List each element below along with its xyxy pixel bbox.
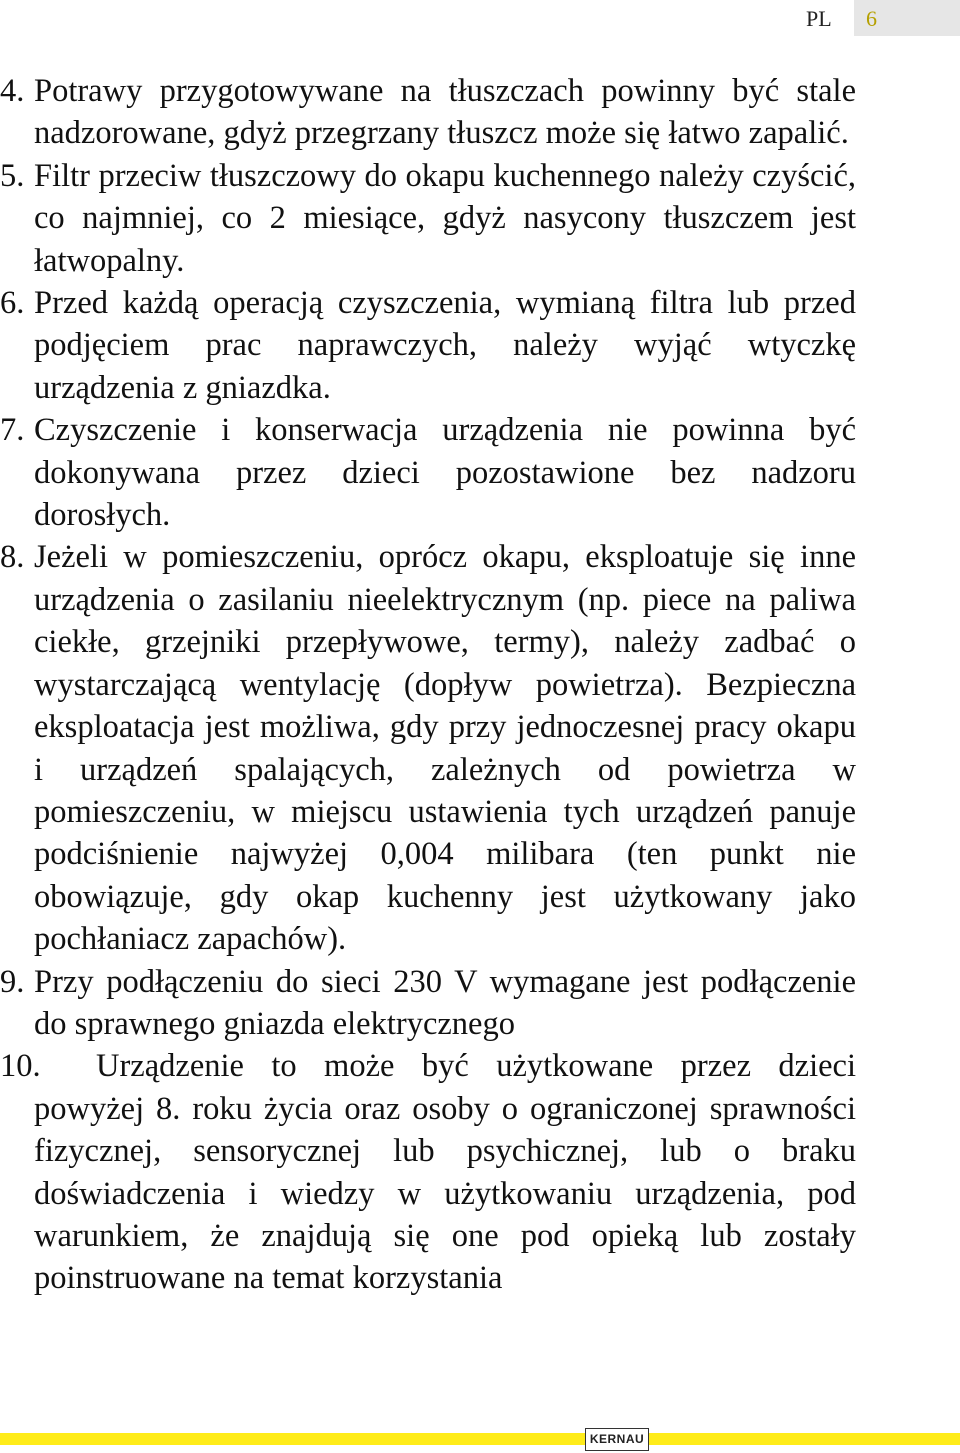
language-code: PL bbox=[806, 6, 832, 31]
list-item-text: Czyszczenie i konserwacja urządzenia nie powinna być dokonywana przez dzieci pozostawione bez nadzoru dorosłych. bbox=[34, 412, 856, 534]
list-item-text: Przy podłączeniu do sieci 230 V wymagane jest podłączenie do sprawnego gniazda elektrycznego bbox=[34, 963, 856, 1042]
list-item bbox=[0, 1045, 960, 1299]
list-item bbox=[0, 70, 960, 155]
brand-logo: KERNAU bbox=[585, 1428, 649, 1451]
list-item-text: Filtr przeciw tłuszczowy do okapu kuchennego należy czyścić, co najmniej, co 2 miesiące, gdyż nasycony tłuszczem jest łatwopalny. bbox=[34, 157, 856, 279]
page-number: 6 bbox=[866, 6, 877, 31]
list-item-number: 7. bbox=[0, 412, 25, 449]
list-item-number: 6. bbox=[0, 285, 25, 322]
list-item bbox=[0, 155, 960, 282]
list-item bbox=[0, 536, 960, 960]
list-item-number: 10. bbox=[0, 1048, 41, 1085]
page-number-box bbox=[854, 0, 960, 36]
page-footer bbox=[0, 1426, 960, 1453]
document-body bbox=[0, 70, 960, 1300]
footer-accent-bar bbox=[649, 1433, 960, 1445]
list-item bbox=[0, 282, 960, 409]
list-item-number: 5. bbox=[0, 157, 25, 194]
list-item-number: 9. bbox=[0, 963, 25, 1000]
list-item-text: Potrawy przygotowywane na tłuszczach powinny być stale nadzorowane, gdyż przegrzany tłuszcz może się łatwo zapalić. bbox=[34, 73, 856, 152]
list-item-number: 4. bbox=[0, 73, 25, 109]
list-item-text: Jeżeli w pomieszczeniu, oprócz okapu, eksploatuje się inne urządzenia o zasilaniu nieelektrycznym (np. piece na paliwa ciekłe, grzejniki przepływowe, termy), należy zadbać o wystarczającą wentylację (dopływ powietrza). Bezpieczna eksploatacja jest możliwa, gdy przy jednoczesnej pracy okapu i urządzeń spalających, zależnych od powietrza w pomieszczeniu, w miejscu ustawienia tych urządzeń panuje podciśnienie najwyżej 0,004 milibara (ten punkt nie obowiązuje, gdy okap kuchenny jest użytkowany jako pochłaniacz zapachów). bbox=[34, 539, 856, 958]
list-item bbox=[0, 961, 960, 1046]
list-item bbox=[0, 409, 960, 536]
footer-accent-bar bbox=[0, 1433, 585, 1445]
list-item-number: 8. bbox=[0, 539, 25, 576]
page-header bbox=[0, 0, 960, 36]
list-item-text: Urządzenie to może być użytkowane przez dzieci powyżej 8. roku życia oraz osoby o ograniczonej sprawności fizycznej, sensorycznej lub psychicznej, lub o braku doświadczenia i wiedzy w użytkowaniu urządzenia, pod warunkiem, że znajdują się one pod opieką lub zostały poinstruowane na temat korzystania bbox=[34, 1048, 856, 1297]
list-item-text: Przed każdą operacją czyszczenia, wymianą filtra lub przed podjęciem prac naprawczych, należy wyjąć wtyczkę urządzenia z gniazdka. bbox=[34, 285, 856, 406]
